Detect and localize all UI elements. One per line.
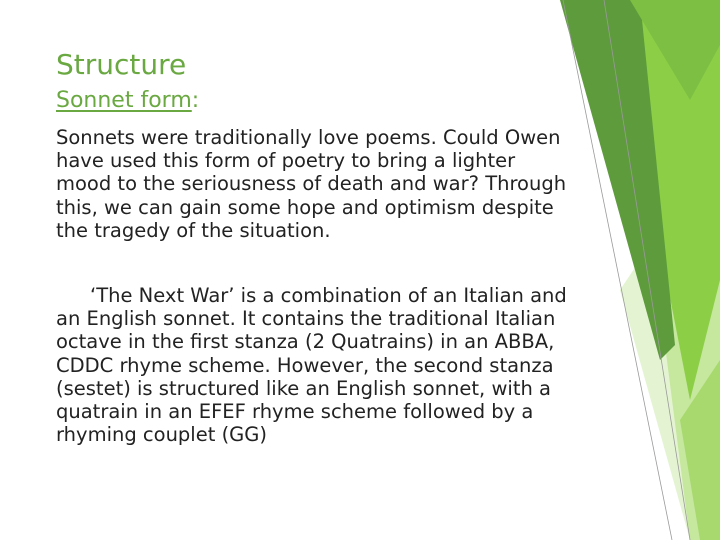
slide-title: Structure <box>56 48 187 81</box>
subtitle-underlined-text: Sonnet form <box>56 88 192 113</box>
subtitle-colon: : <box>191 88 200 113</box>
body-paragraph-structure: ‘The Next War’ is a combination of an Italian and an English sonnet. It contains the traditional Italian octave in the first stanza (2 Quatrains) in an ABBA, CDDC rhyme scheme. However, the second stanza (sestet) is structured like an English sonnet, with a quatrain in an EFEF rhyme scheme followed by a rhyming couplet (GG) <box>56 284 567 447</box>
body-paragraph-intro: Sonnets were traditionally love poems. Could Owen have used this form of poetry to bring a lighter mood to the seriousness of death and war? Through this, we can gain some hope and optimism despite the tragedy of the situation. <box>56 126 567 242</box>
slide-subtitle <box>56 88 199 114</box>
